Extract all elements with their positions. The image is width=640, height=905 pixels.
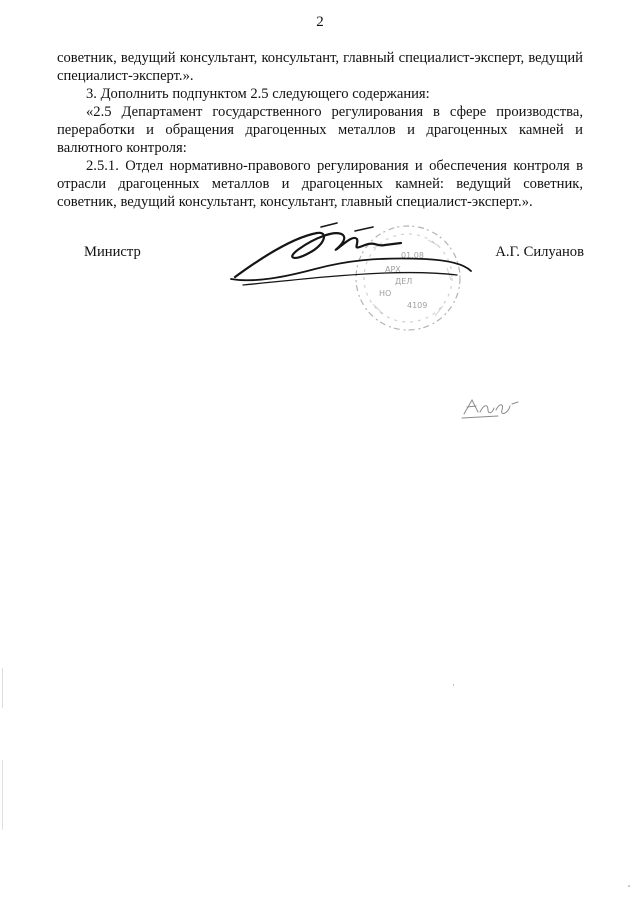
position-title: Министр: [84, 244, 141, 260]
handwritten-signature: [225, 215, 475, 295]
stamp-line-1: 01.08: [401, 251, 424, 260]
paragraph-continuation: советник, ведущий консультант, консультант, главный специалист-эксперт, ведущий специалист-эксперт.».: [57, 50, 583, 84]
scan-speck: [2, 760, 3, 830]
paragraph-amendment-3: 3. Дополнить подпунктом 2.5 следующего содержания:: [86, 86, 430, 102]
paragraph-item-2-5-1: 2.5.1. Отдел нормативно-правового регулирования и обеспечения контроля в отрасли драгоценных металлов и драгоценных камней: ведущий советник, советник, ведущий консультант, консультант, главный специалист-эксперт.».: [57, 158, 583, 210]
stamp-line-5: 4109: [407, 301, 428, 310]
document-body: [57, 49, 583, 211]
handwritten-initials: [458, 392, 528, 426]
scan-speck: [628, 885, 630, 887]
stamp-line-4: НО: [379, 289, 392, 298]
stamp-line-2: АРХ: [385, 265, 401, 274]
paragraph-item-2-5: «2.5 Департамент государственного регулирования в сфере производства, переработки и обращения драгоценных металлов и драгоценных камней и валютного контроля:: [57, 104, 583, 156]
stamp-line-3: ДЕЛ: [395, 277, 413, 286]
scan-speck: [453, 684, 454, 686]
signer-name: А.Г. Силуанов: [495, 244, 584, 260]
page-number: 2: [316, 14, 324, 30]
scan-speck: [2, 668, 3, 708]
